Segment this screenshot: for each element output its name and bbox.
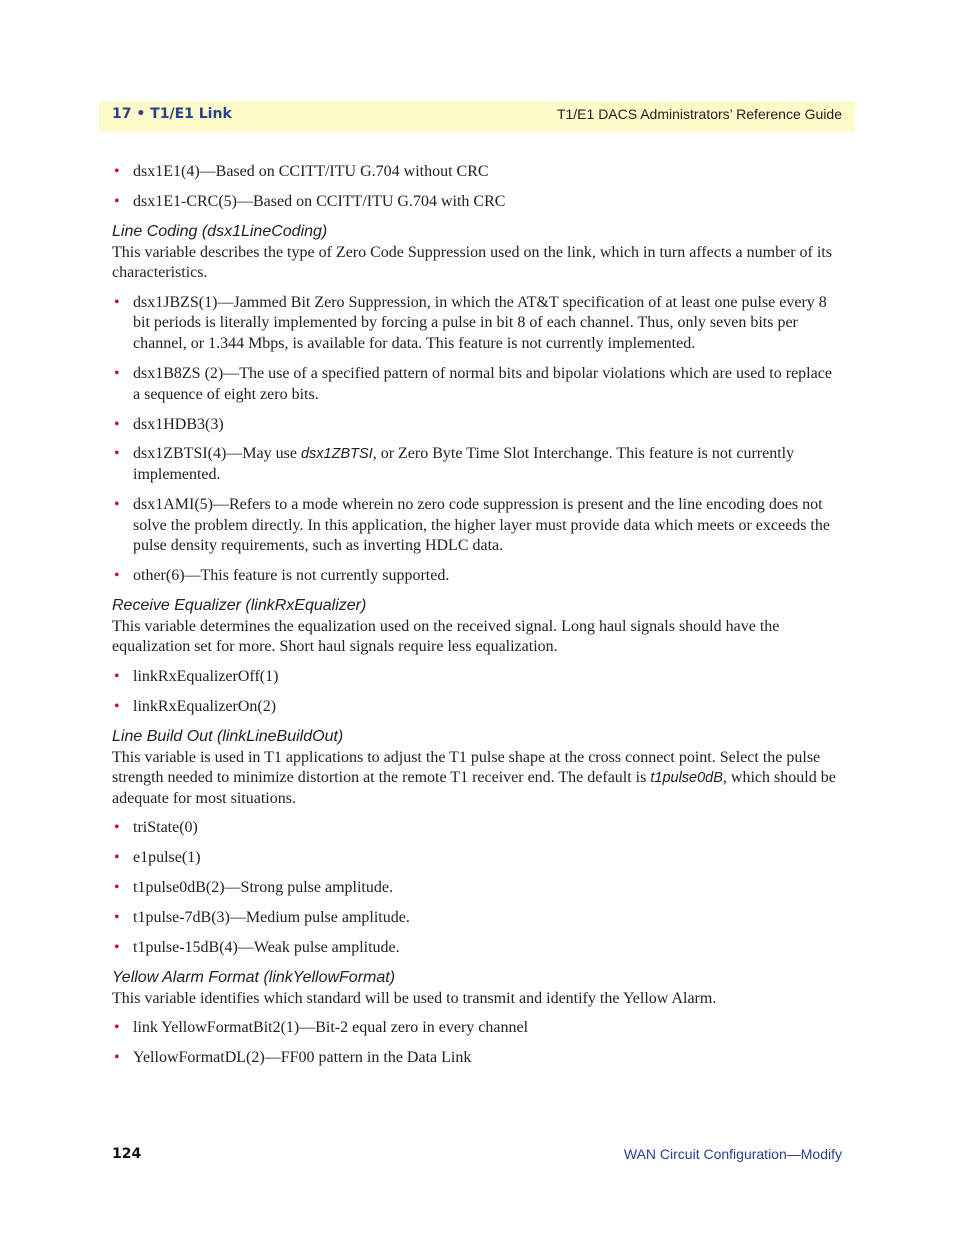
list-item: • linkRxEqualizerOff(1) [112,667,842,688]
bullet-icon: • [114,909,120,927]
list-item: • dsx1E1-CRC(5)—Based on CCITT/ITU G.704 with CRC [112,192,842,213]
code-term: dsx1ZBTSI [300,446,373,463]
list-item: • dsx1E1(4)—Based on CCITT/ITU G.704 without CRC [112,162,842,183]
bullet-icon: • [114,668,120,685]
bullet-icon: • [114,697,120,715]
bullet-icon: • [114,1049,120,1067]
section-description: This variable describes the type of Zero Code Suppression used on the link, which in turn affects a number of its characteristics. [112,243,832,282]
list-item: • YellowFormatDL(2)—FF00 pattern in the Data Link [112,1048,842,1069]
list-item: • t1pulse-7dB(3)—Medium pulse amplitude. [112,908,842,929]
receive-equalizer-list [112,667,842,718]
list-item: • dsx1ZBTSI(4)—May use dsx1ZBTSI, or Zero Byte Time Slot Interchange. This feature is not currently implemented. [114,445,795,484]
list-item: • t1pulse-15dB(4)—Weak pulse amplitude. [112,938,842,959]
bullet-icon: • [114,1019,120,1037]
list-item: • triState(0) [112,818,842,839]
line-build-out-list [112,818,842,959]
list-item: • t1pulse0dB(2)—Strong pulse amplitude. [112,878,842,899]
list-item: • e1pulse(1) [112,848,842,869]
list-item: • link YellowFormatBit2(1)—Bit-2 equal zero in every channel [112,1018,842,1039]
list-item: • dsx1B8ZS (2)—The use of a specified pattern of normal bits and bipolar violations which are used to replace a sequence of eight zero bits. [114,364,832,403]
guide-title: T1/E1 DACS Administrators’ Reference Guide [556,106,842,122]
bullet-icon: • [114,415,120,433]
section-heading-line-build-out: Line Build Out (linkLineBuildOut) [112,727,344,745]
bullet-icon: • [114,939,120,957]
yellow-alarm-list [112,1018,842,1069]
bullet-icon: • [114,445,120,463]
chapter-label: 17 • T1/E1 Link [112,106,232,122]
footer-section-title: WAN Circuit Configuration—Modify [623,1146,842,1162]
line-coding-list [112,293,842,587]
section-heading-receive-equalizer: Receive Equalizer (linkRxEqualizer) [112,597,367,615]
bullet-icon: • [114,163,120,180]
page-content [112,162,842,1078]
section-description: This variable is used in T1 applications to adjust the T1 pulse shape at the cross connect point. Select the pulse strength needed to minimize distortion at the remote T1 receiver end. The default is t1pulse0dB, which should be adequate for most situations. [112,748,836,807]
section-heading-line-coding: Line Coding (dsx1LineCoding) [112,222,328,240]
code-term: t1pulse0dB [650,770,723,787]
bullet-icon: • [114,496,120,514]
list-item: • dsx1JBZS(1)—Jammed Bit Zero Suppression, in which the AT&T specification of at least one pulse every 8 bit periods is literally implemented by forcing a pulse in bit 8 of each channel. Thus, only seven bits per channel, or 1.344 Mbps, is available for data. This feature is not currently implemented. [114,293,827,352]
bullet-icon: • [114,819,120,837]
list-item: • dsx1AMI(5)—Refers to a mode wherein no zero code suppression is present and the line encoding does not solve the problem directly. In this application, the higher layer must provide data which meets or exceeds the pulse density requirements, such as inverting HDLC data. [114,496,830,555]
bullet-icon: • [114,192,120,210]
list-item: • dsx1HDB3(3) [112,415,842,436]
page-number: 124 [112,1146,142,1162]
bullet-icon: • [114,567,120,585]
section-description: This variable determines the equalization used on the received signal. Long haul signals should have the equalization set for more. Short haul signals require less equalization. [112,617,780,656]
section-description: This variable identifies which standard will be used to transmit and identify the Yellow Alarm. [112,989,717,1007]
section-heading-yellow-alarm: Yellow Alarm Format (linkYellowFormat) [112,969,396,987]
bullet-icon: • [114,849,120,867]
framing-list [112,162,842,213]
bullet-icon: • [114,293,120,311]
list-item: • linkRxEqualizerOn(2) [112,697,842,718]
list-item: • other(6)—This feature is not currently supported. [112,566,842,587]
bullet-icon: • [114,879,120,897]
bullet-icon: • [114,364,120,382]
